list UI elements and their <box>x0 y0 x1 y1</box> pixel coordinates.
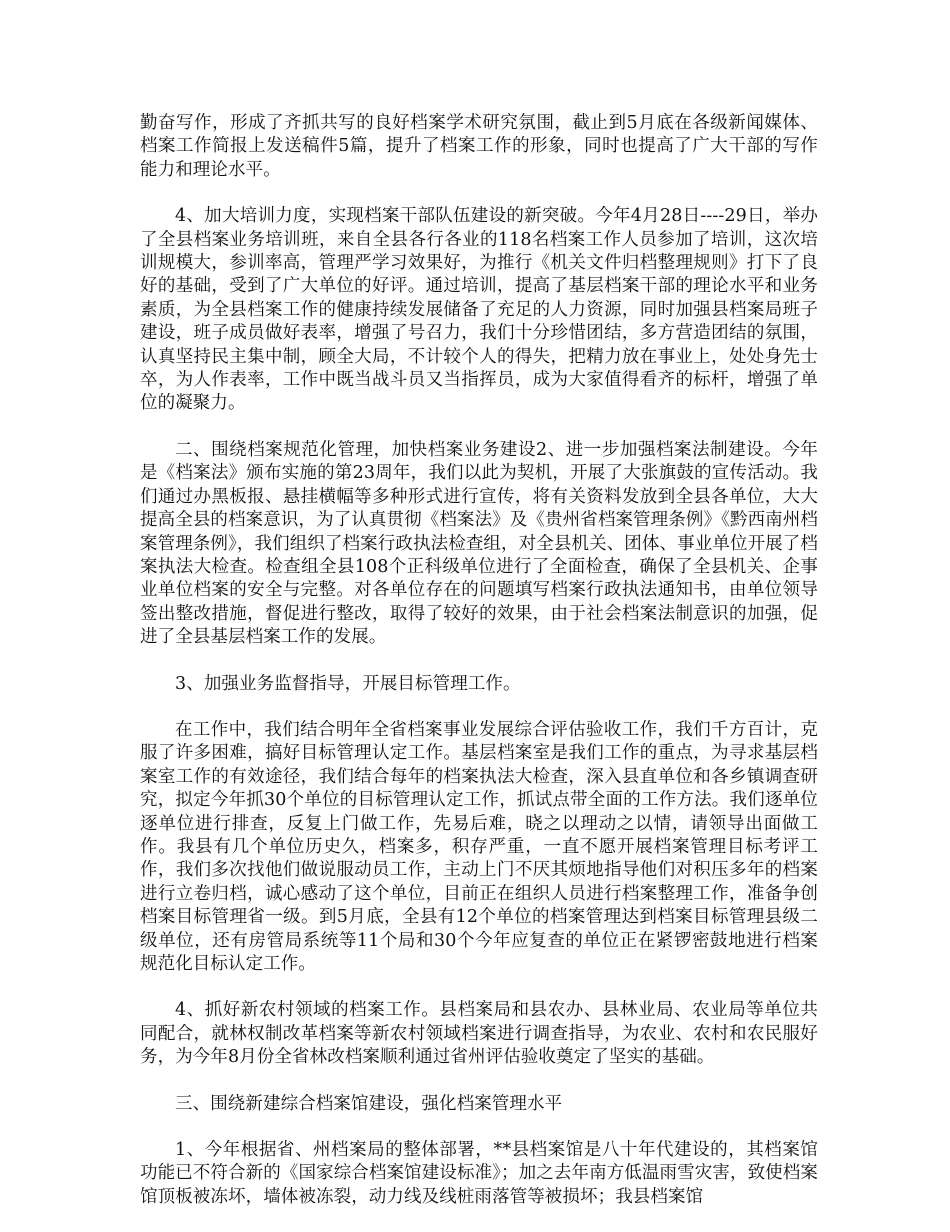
paragraph-archive-building: 1、今年根据省、州档案局的整体部署，**县档案馆是八十年代建设的，其档案馆功能已不符合新的《国家综合档案馆建设标准》；加之去年南方低温雨雪灾害，致使档案馆顶板被冻坏，墙体被冻裂，动力线及线桩雨落管等被损坏；我县档案馆 <box>140 1140 818 1207</box>
paragraph-continuation: 勤奋写作，形成了齐抓共写的良好档案学术研究氛围，截止到5月底在各级新闻媒体、档案工作简报上发送稿件5篇，提升了档案工作的形象，同时也提高了广大干部的写作能力和理论水平。 <box>140 113 818 180</box>
paragraph-target-management: 在工作中，我们结合明年全省档案事业发展综合评估验收工作，我们千方百计，克服了许多困难，搞好目标管理认定工作。基层档案室是我们工作的重点，为寻求基层档案室工作的有效途径，我们结合每年的档案执法大检查，深入县直单位和各乡镇调查研究，拟定今年抓30个单位的目标管理认定工作，抓试点带全面的工作方法。我们逐单位逐单位进行排查，反复上门做工作，先易后难，晓之以理动之以情，请领导出面做工作。我县有几个单位历史久，档案多，积存严重，一直不愿开展档案管理目标考评工作，我们多次找他们做说服动员工作，主动上门不厌其烦地指导他们对积压多年的档案进行立卷归档，诚心感动了这个单位，目前正在组织人员进行档案整理工作，准备争创档案目标管理省一级。到5月底，全县有12个单位的档案管理达到档案目标管理县级二级单位，还有房管局系统等11个局和30个今年应复查的单位正在紧锣密鼓地进行档案规范化目标认定工作。 <box>140 719 818 974</box>
paragraph-rural-archives: 4、抓好新农村领域的档案工作。县档案局和县农办、县林业局、农业局等单位共同配合，就林权制改革档案等新农村领域档案进行调查指导，为农业、农村和农民服好务，为今年8月份全省林改档案顺利通过省州评估验收奠定了坚实的基础。 <box>140 1000 818 1068</box>
paragraph-heading-supervision: 3、加强业务监督指导，开展目标管理工作。 <box>175 673 521 694</box>
paragraph-heading-new-archive: 三、围绕新建综合档案馆建设，强化档案管理水平 <box>175 1093 563 1114</box>
paragraph-training: 4、加大培训力度，实现档案干部队伍建设的新突破。今年4月28日----29日，举办了全县档案业务培训班，来自全县各行各业的118名档案工作人员参加了培训，这次培训规模大，参训率高，管理严学习效果好，为推行《机关文件归档整理规则》打下了良好的基础，受到了广大单位的好评。通过培训，提高了基层档案干部的理论水平和业务素质，为全县档案工作的健康持续发展储备了充足的人力资源，同时加强县档案局班子建设，班子成员做好表率，增强了号召力，我们十分珍惜团结，多方营造团结的氛围，认真坚持民主集中制，顾全大局，不计较个人的得失，把精力放在事业上，处处身先士卒，为人作表率，工作中既当战斗员又当指挥员，成为大家值得看齐的标杆，增强了单位的凝聚力。 <box>140 206 818 414</box>
document-body <box>140 112 818 1232</box>
paragraph-legal-construction: 二、围绕档案规范化管理，加快档案业务建设2、进一步加强档案法制建设。今年是《档案法》颁布实施的第23周年，我们以此为契机，开展了大张旗鼓的宣传活动。我们通过办黑板报、悬挂横幅等多种形式进行宣传，将有关资料发放到全县各单位，大大提高全县的档案意识，为了认真贯彻《档案法》及《贵州省档案管理条例》《黔西南州档案管理条例》，我们组织了档案行政执法检查组，对全县机关、团体、事业单位开展了档案执法大检查。检查组全县108个正科级单位进行了全面检查，确保了全县机关、企事业单位档案的安全与完整。对各单位存在的问题填写档案行政执法通知书，由单位领导签出整改措施，督促进行整改，取得了较好的效果，由于社会档案法制意识的加强，促进了全县基层档案工作的发展。 <box>140 439 818 648</box>
